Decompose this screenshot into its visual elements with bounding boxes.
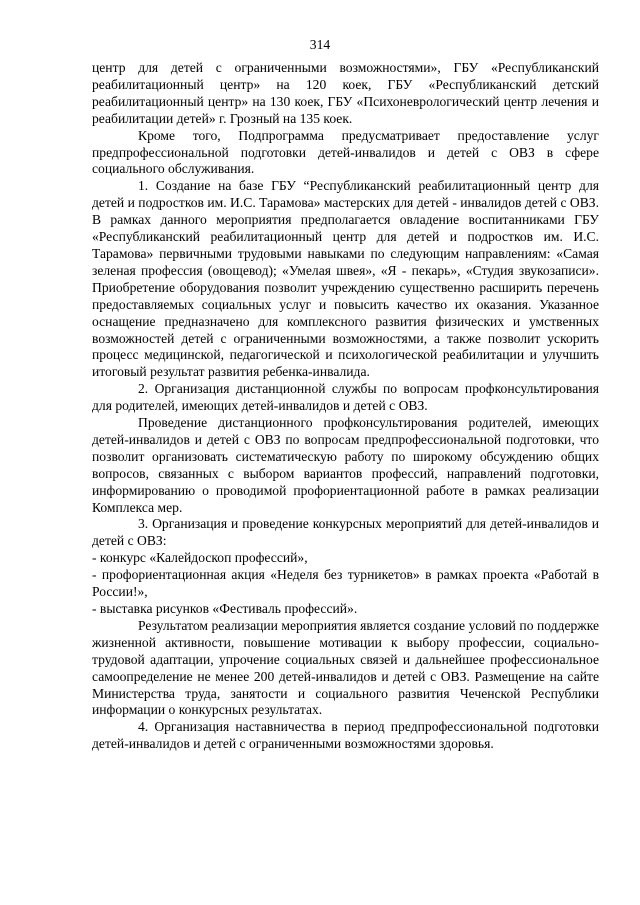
page-number: 314	[309, 37, 331, 52]
document-body	[92, 60, 599, 753]
paragraph-6: 3. Организация и проведение конкурсных мероприятий для детей-инвалидов и детей с ОВЗ:	[92, 516, 599, 549]
list-item-2: - профориентационная акция «Неделя без турникетов» в рамках проекта «Работай в России!»,	[92, 567, 599, 600]
paragraph-2: Кроме того, Подпрограмма предусматривает предоставление услуг предпрофессиональной подготовки детей-инвалидов и детей с ОВЗ в сфере социального обслуживания.	[92, 127, 599, 177]
paragraph-5: Проведение дистанционного профконсультирования родителей, имеющих детей-инвалидов и детей с ОВЗ по вопросам предпрофессиональной подготовки, что позволит организовать систематическую работу по широкому обсуждению общих вопросов, связанных с выбором вариантов профессий, направлений подготовки, информированию о проводимой профориентационной работе в рамках реализации Комплекса мер.	[92, 415, 599, 515]
paragraph-1: центр для детей с ограниченными возможностями», ГБУ «Республиканский реабилитационный центр» на 120 коек, ГБУ «Республиканский детский реабилитационный центр» на 130 коек, ГБУ «Психоневрологический центр лечения и реабилитации детей» г. Грозный на 135 коек.	[92, 60, 599, 126]
paragraph-7: Результатом реализации мероприятия является создание условий по поддержке жизненной активности, повышение мотивации к выбору профессии, социально-трудовой адаптации, упрочение социальных связей и дальнейшее профессиональное самоопределение не менее 200 детей-инвалидов и детей с ОВЗ. Размещение на сайте Министерства труда, занятости и социального развития Чеченской Республики информации о конкурсных результатах.	[92, 617, 599, 718]
list-item-1: - конкурс «Калейдоскоп профессий»,	[92, 550, 308, 566]
paragraph-8: 4. Организация наставничества в период предпрофессиональной подготовки детей-инвалидов и детей с ограниченными возможностями здоровья.	[92, 719, 599, 752]
paragraph-4: 2. Организация дистанционной службы по вопросам профконсультирования для родителей, имеющих детей-инвалидов и детей с ОВЗ.	[92, 381, 599, 414]
paragraph-3: 1. Создание на базе ГБУ “Республиканский реабилитационный центр для детей и подростков им. И.С. Тарамова» мастерских для детей - инвалидов детей с ОВЗ. В рамках данного мероприятия предполагается овладение воспитанниками ГБУ «Республиканский реабилитационный центр для детей и подростков им. И.С. Тарамова» первичными трудовыми навыками по следующим направлениям: «Самая зеленая профессия (овощевод); «Умелая швея», «Я - пекарь», «Студия звукозаписи». Приобретение оборудования позволит учреждению существенно расширить перечень предоставляемых социальных услуг и повысить качество их оказания. Указанное оснащение предназначено для комплексного развития физических и умственных возможностей детей с ограниченными возможностями, а также позволит ускорить процесс медицинской, педагогической и психологической реабилитации и улучшить итоговый результат развития ребенка-инвалида.	[92, 178, 599, 380]
list-item-3: - выставка рисунков «Фестиваль профессий».	[92, 601, 358, 616]
